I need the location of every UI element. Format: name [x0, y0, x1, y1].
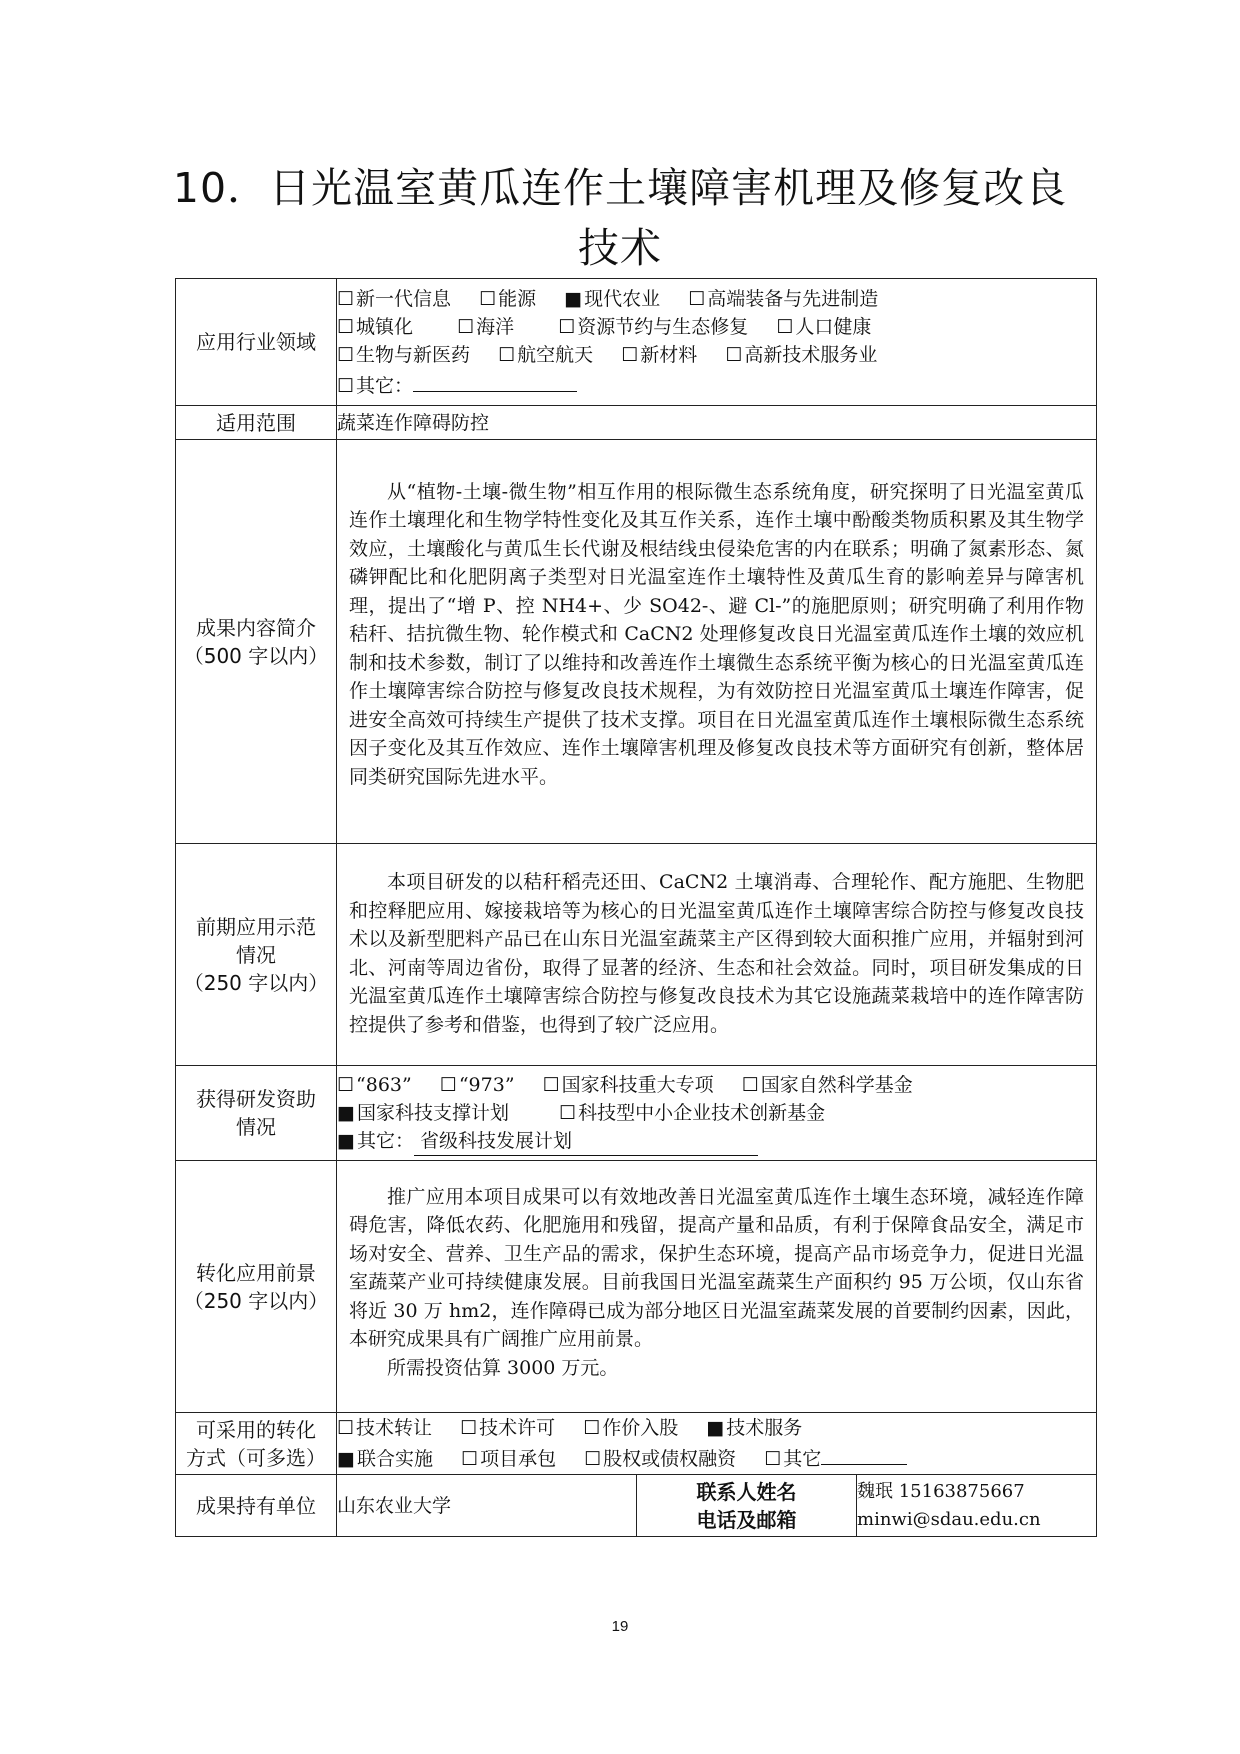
checkbox-icon: ☐ [583, 1417, 601, 1439]
page-number: 19 [611, 1618, 629, 1635]
checkbox-icon: ☐ [337, 1073, 355, 1096]
contact-value [857, 1475, 1097, 1537]
industry-options-row-2 [337, 313, 1096, 341]
funding-other-value: 省级科技发展计划 [420, 1129, 573, 1152]
industry-options-row-3 [337, 341, 1096, 369]
checkbox-icon: ☐ [621, 343, 639, 366]
contact-label: 联系人姓名 电话及邮箱 [637, 1475, 857, 1537]
checkbox-checked-icon: ■ [337, 1448, 355, 1470]
transfer-row [176, 1413, 1097, 1475]
transfer-options [337, 1413, 1097, 1475]
option-863[interactable]: ☐ “863” [337, 1071, 412, 1099]
scope-value: 蔬菜连作障碍防控 [337, 406, 1097, 440]
contact-name-phone: 魏珉 15163875667 [857, 1480, 1025, 1502]
funding-label: 获得研发资助 情况 [176, 1066, 337, 1161]
checkbox-icon: ☐ [558, 315, 576, 338]
option-transfer-other[interactable]: ☐ 其它 [764, 1442, 907, 1473]
option-hightech-services[interactable]: ☐ 高新技术服务业 [725, 341, 877, 369]
prospect-label: 转化应用前景 （250 字以内） [176, 1161, 337, 1413]
holder-label: 成果持有单位 [176, 1475, 337, 1537]
industry-row [176, 279, 1097, 406]
checkbox-icon: ☐ [764, 1448, 782, 1470]
demo-label: 前期应用示范 情况 （250 字以内） [176, 844, 337, 1066]
funding-options-row-2 [337, 1099, 1096, 1127]
option-biomedicine[interactable]: ☐ 生物与新医药 [337, 341, 470, 369]
checkbox-icon: ☐ [498, 343, 516, 366]
option-funding-other[interactable]: ■ 其它： 省级科技发展计划 [337, 1127, 758, 1156]
option-major-project[interactable]: ☐ 国家科技重大专项 [543, 1071, 714, 1099]
holder-value: 山东农业大学 [337, 1475, 637, 1537]
checkbox-icon: ☐ [337, 374, 355, 397]
summary-label: 成果内容简介 （500 字以内） [176, 440, 337, 844]
option-financing[interactable]: ☐ 股权或债权融资 [584, 1445, 736, 1473]
option-modern-agriculture[interactable]: ■ 现代农业 [564, 285, 660, 313]
industry-options [337, 279, 1097, 406]
option-new-materials[interactable]: ☐ 新材料 [621, 341, 697, 369]
checkbox-icon: ☐ [584, 1448, 602, 1470]
checkbox-icon: ☐ [688, 287, 706, 310]
checkbox-icon: ☐ [741, 1073, 759, 1096]
checkbox-checked-icon: ■ [337, 1129, 355, 1152]
industry-label: 应用行业领域 [176, 279, 337, 406]
summary-row [176, 440, 1097, 844]
option-nsfc[interactable]: ☐ 国家自然科学基金 [742, 1071, 913, 1099]
scope-label: 适用范围 [176, 406, 337, 440]
transfer-options-row-1 [337, 1414, 1096, 1442]
checkbox-icon: ☐ [559, 1101, 577, 1124]
option-tech-service[interactable]: ■ 技术服务 [706, 1414, 802, 1442]
checkbox-icon: ☐ [439, 1073, 457, 1096]
checkbox-checked-icon: ■ [564, 287, 583, 310]
demo-content [337, 844, 1097, 1066]
transfer-label: 可采用的转化 方式（可多选） [176, 1413, 337, 1475]
checkbox-checked-icon: ■ [337, 1101, 355, 1124]
funding-other-input[interactable] [414, 1127, 758, 1156]
option-project-contracting[interactable]: ☐ 项目承包 [461, 1445, 556, 1473]
option-tech-license[interactable]: ☐ 技术许可 [460, 1414, 555, 1442]
checkbox-icon: ☐ [725, 343, 743, 366]
contact-email: minwi@sdau.edu.cn [857, 1508, 1041, 1530]
industry-options-row-1 [337, 285, 1096, 313]
funding-row [176, 1066, 1097, 1161]
option-resource-conservation[interactable]: ☐ 资源节约与生态修复 [558, 313, 748, 341]
option-equity-investment[interactable]: ☐ 作价入股 [583, 1414, 678, 1442]
checkbox-icon: ☐ [776, 315, 794, 338]
checkbox-icon: ☐ [479, 287, 497, 310]
option-advanced-manufacturing[interactable]: ☐ 高端装备与先进制造 [688, 285, 878, 313]
investment-text: 所需投资估算 3000 万元。 [387, 1356, 619, 1379]
industry-options-row-4 [337, 369, 1096, 400]
option-new-generation-it[interactable]: ☐ 新一代信息 [337, 285, 451, 313]
doc-title-line1: 10．日光温室黄瓜连作土壤障害机理及修复改良 [172, 164, 1068, 212]
checkbox-icon: ☐ [461, 1448, 479, 1470]
industry-other-input[interactable] [413, 369, 577, 392]
prospect-text: 推广应用本项目成果可以有效地改善日光温室黄瓜连作土壤生态环境，减轻连作障碍危害，降低农药、化肥施用和残留，提高产量和品质，有利于保障食品安全，满足市场对安全、营养、卫生产品的需求，保护生态环境，提高产品市场竞争力，促进日光温室蔬菜产业可持续健康发展。目前我国日光温室蔬菜生产面积约 95 万公顷，仅山东省将近 30 万 hm2，连作障碍已成为部分地区日光温室蔬菜发展的首要制约因素，因此，本研究成果具有广阔推广应用前景。 [349, 1185, 1085, 1351]
option-tech-transfer[interactable]: ☐ 技术转让 [337, 1414, 432, 1442]
option-aerospace[interactable]: ☐ 航空航天 [498, 341, 593, 369]
scope-row [176, 406, 1097, 440]
checkbox-icon: ☐ [457, 315, 475, 338]
option-973[interactable]: ☐ “973” [440, 1071, 515, 1099]
transfer-options-row-2 [337, 1442, 1096, 1473]
prospect-row [176, 1161, 1097, 1413]
transfer-other-input[interactable] [821, 1442, 907, 1465]
holder-row [176, 1475, 1097, 1537]
option-population-health[interactable]: ☐ 人口健康 [776, 313, 871, 341]
demo-row [176, 844, 1097, 1066]
option-urbanization[interactable]: ☐ 城镇化 [337, 313, 413, 341]
checkbox-icon: ☐ [337, 287, 355, 310]
checkbox-icon: ☐ [337, 315, 355, 338]
option-ocean[interactable]: ☐ 海洋 [457, 313, 514, 341]
prospect-content [337, 1161, 1097, 1413]
achievement-form [175, 278, 1097, 1537]
summary-text: 从“植物-土壤-微生物”相互作用的根际微生态系统角度，研究探明了日光温室黄瓜连作土壤理化和生物学特性变化及其互作关系，连作土壤中酚酸类物质积累及其生物学效应，土壤酸化与黄瓜生长代谢及根结线虫侵染危害的内在联系；明确了氮素形态、氮磷钾配比和化肥阴离子类型对日光温室连作土壤特性及黄瓜生育的影响差异与障害机理，提出了“增 P、控 NH4+、少 SO42-、避 Cl-”的施肥原则；研究明确了利用作物秸秆、拮抗微生物、轮作模式和 CaCN2 处理修复改良日光温室黄瓜连作土壤的效应机制和技术参数，制订了以维持和改善连作土壤微生态系统平衡为核心的日光温室黄瓜连作土壤障害综合防控与修复改良技术规程，为有效防控日光温室黄瓜土壤连作障害，促进安全高效可持续生产提供了技术支撑。项目在日光温室黄瓜连作土壤根际微生态系统因子变化及其互作效应、连作土壤障害机理及修复改良技术等方面研究有创新，整体居同类研究国际先进水平。 [349, 480, 1085, 788]
doc-title-line2: 技术 [578, 224, 662, 272]
option-energy[interactable]: ☐ 能源 [479, 285, 536, 313]
option-sme-fund[interactable]: ☐ 科技型中小企业技术创新基金 [559, 1099, 825, 1127]
checkbox-icon: ☐ [542, 1073, 560, 1096]
option-support-program[interactable]: ■ 国家科技支撑计划 [337, 1099, 509, 1127]
option-joint-implementation[interactable]: ■ 联合实施 [337, 1445, 433, 1473]
checkbox-icon: ☐ [337, 343, 355, 366]
option-industry-other[interactable]: ☐ 其它： [337, 369, 577, 400]
funding-options-row-3 [337, 1127, 1096, 1156]
demo-text: 本项目研发的以秸秆稻壳还田、CaCN2 土壤消毒、合理轮作、配方施肥、生物肥和控释肥应用、嫁接栽培等为核心的日光温室黄瓜连作土壤障害综合防控与修复改良技术以及新型肥料产品已在山东日光温室蔬菜主产区得到较大面积推广应用，并辐射到河北、河南等周边省份，取得了显著的经济、生态和社会效益。同时，项目研发集成的日光温室黄瓜连作土壤障害综合防控与修复改良技术为其它设施蔬菜栽培中的连作障害防控提供了参考和借鉴，也得到了较广泛应用。 [349, 871, 1085, 1036]
checkbox-checked-icon: ■ [706, 1417, 725, 1439]
checkbox-icon: ☐ [460, 1417, 478, 1439]
summary-content [337, 440, 1097, 844]
funding-options-row-1 [337, 1071, 1096, 1099]
funding-options [337, 1066, 1097, 1161]
checkbox-icon: ☐ [337, 1417, 355, 1439]
